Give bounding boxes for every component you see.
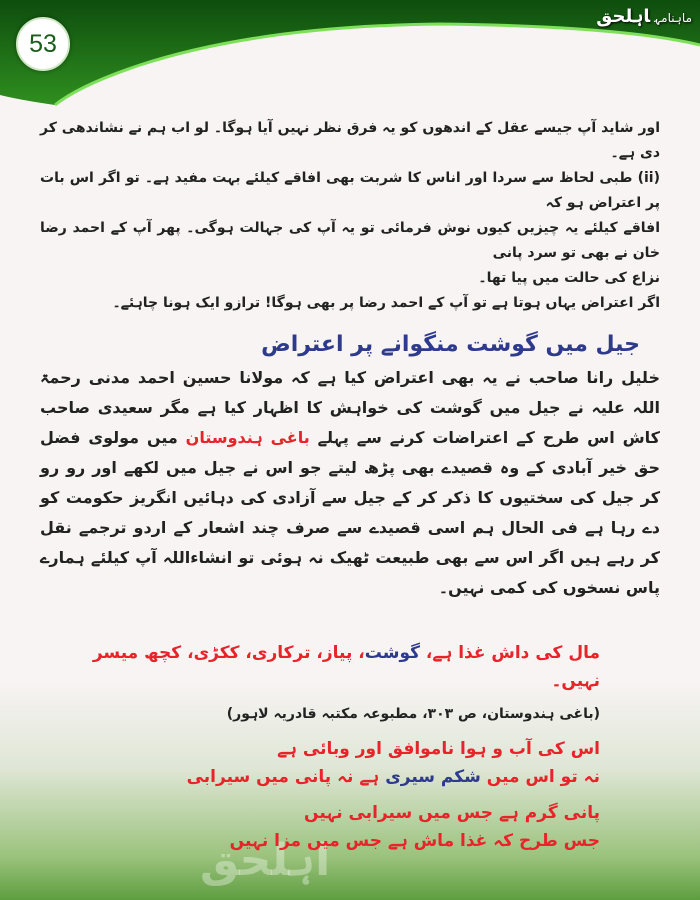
- text-line: اگر اعتراض یہاں ہوتا ہے تو آپ کے احمد رضا پر بھی ہوگا! ترازو ایک ہونا چاہئے۔: [112, 295, 660, 311]
- quote-part: ، پیاز، ترکاری، ککڑی، کچھ میسر نہیں۔: [92, 643, 600, 691]
- highlight-red: ہندوستان: [185, 428, 263, 447]
- verse-part: نہ تو اس میں: [486, 767, 600, 787]
- header-banner: [0, 0, 700, 110]
- magazine-name: اہلحق: [596, 6, 651, 27]
- page-number: 53: [16, 17, 70, 71]
- highlight-red: باغی: [270, 428, 310, 447]
- quote-highlight: گوشت: [364, 643, 420, 663]
- text-span: کی خواہش کا اظہار کیا ہے مگر سعیدی صاحب کاش اس طرح کے اعتراضات کرنے سے پہلے: [40, 398, 660, 447]
- text-line: اور شاید آپ جیسے عقل کے اندھوں کو یہ فرق نظر نہیں آیا ہوگا۔ لو اب ہم نے نشاندھی کر دی ہے۔: [40, 120, 660, 161]
- verse-2: [40, 799, 660, 855]
- section-1: [40, 116, 660, 316]
- verse-1: [40, 735, 660, 791]
- verse-part: ہے نہ پانی میں سیرابی: [186, 767, 380, 787]
- magazine-title: [596, 6, 692, 27]
- verse-2-right: پانی گرم ہے جس میں سیرابی نہیں: [304, 803, 600, 823]
- text-span: میں مولوی فضل حق خیر آبادی کے وہ قصیدے بھی پڑھ لیتے جو اس نے جیل میں لکھے اور رو رو: [40, 428, 660, 477]
- quote-part: مال کی داش غذا ہے،: [425, 643, 600, 663]
- text-line: (ii) طبی لحاظ سے سردا اور اناس کا شربت بھی افاقے کیلئے بہت مفید ہے۔ تو اگر اس بات پر اعتراض ہو کہ: [40, 170, 660, 211]
- verse-1-right: اس کی آب و ہوا ناموافق اور وبائی ہے: [277, 739, 600, 759]
- quote-reference: (باغی ہندوستان، ص ۳۰۳، مطبوعہ مکتبہ قادریہ لاہور): [226, 706, 600, 722]
- text-line: خلیل رانا صاحب نے یہ بھی اعتراض کیا ہے کہ مولانا حسین احمد مدنی رحمۃ اللہ علیہ نے جیل میں گوشت: [40, 368, 661, 417]
- section-heading: جیل میں گوشت منگوانے پر اعتراض: [261, 332, 640, 357]
- text-line: قصیدے سے صرف چند اشعار کے اردو ترجمے نقل کر رہے ہیں اگر اس سے بھی طبیعت ٹھیک نہ ہوئی تو: [40, 518, 660, 567]
- text-line: نزاع کی حالت میں پیا تھا۔: [478, 270, 660, 286]
- verse-1-left: [187, 763, 600, 791]
- verse-2-left: جس طرح کہ غذا ماش ہے جس میں مزا نہیں: [229, 831, 600, 851]
- section-2-paragraph: [40, 363, 660, 603]
- text-line: کر جیل کی سختیوں کا ذکر کر کے جیل سے آزادی کی دہائیں انگریز حکومت کو دے رہا ہے فی الحال ہم اسی: [40, 488, 661, 537]
- watermark-logo: اہلحق: [200, 835, 331, 886]
- text-line: افاقے کیلئے یہ چیزیں کیوں نوش فرمائی تو یہ آپ کی جہالت ہوگی۔ پھر آپ کے احمد رضا خان نے بھی تو سرد پانی: [40, 220, 660, 261]
- article-body: [40, 116, 660, 855]
- magazine-prefix: ماہنامہ: [654, 11, 692, 25]
- quote-line: [40, 639, 660, 695]
- verse-highlight: شکم سیری: [385, 767, 481, 787]
- text-line: انشاءاللہ آپ کیلئے ہمارے پاس نسخوں کی کمی نہیں۔: [40, 548, 660, 597]
